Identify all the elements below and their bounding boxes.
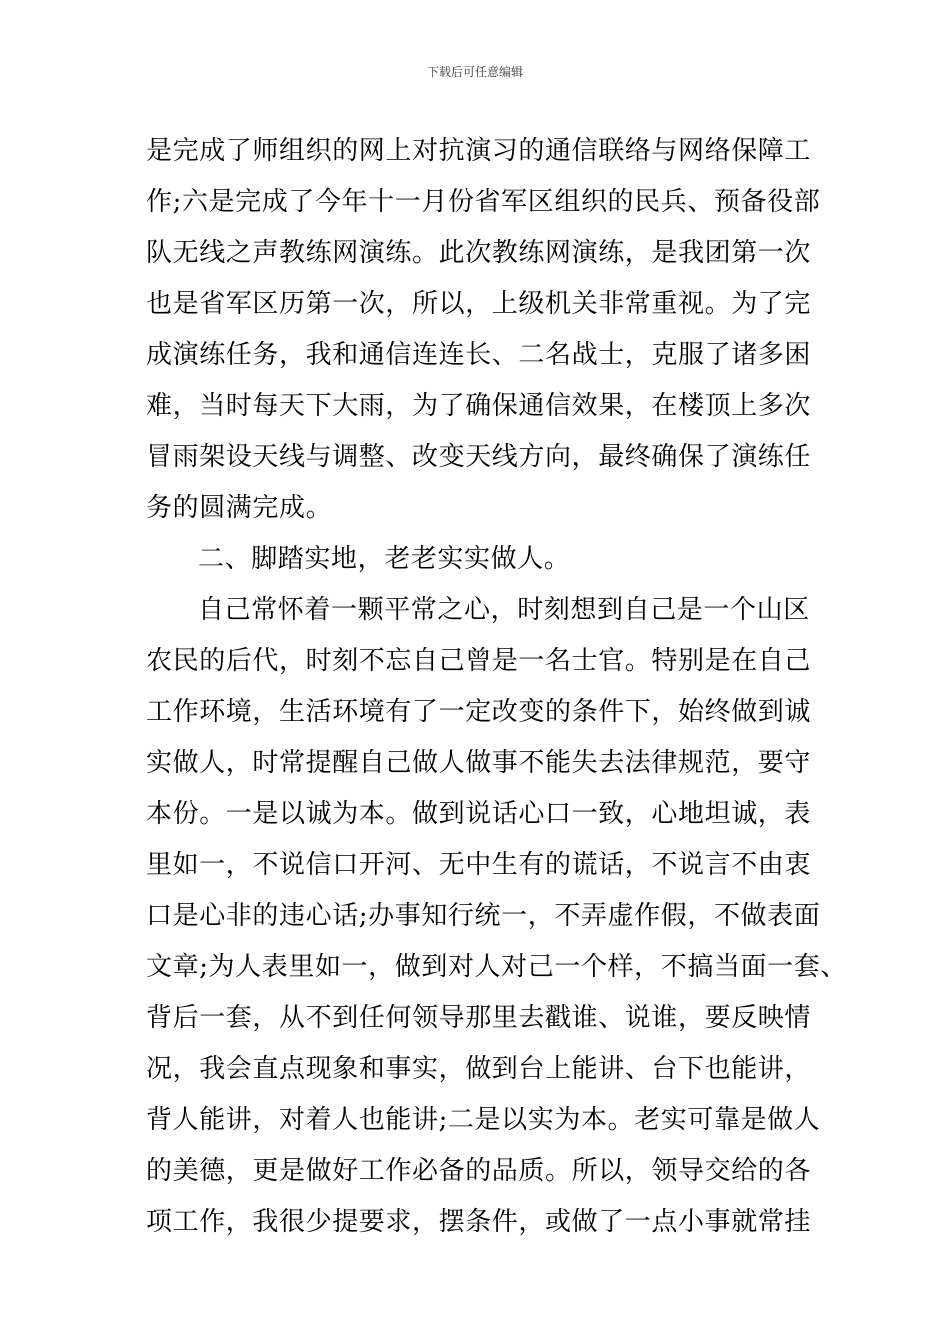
text-line: 作;六是完成了今年十一月份省军区组织的民兵、预备役部 bbox=[146, 187, 821, 217]
text-line: 务的圆满完成。 bbox=[146, 493, 333, 523]
text-line: 也是省军区历第一次，所以，上级机关非常重视。为了完 bbox=[146, 289, 812, 319]
text-line: 本份。一是以诚为本。做到说话心口一致，心地坦诚，表 bbox=[146, 799, 812, 829]
text-line: 实做人，时常提醒自己做人做事不能失去法律规范，要守 bbox=[146, 748, 812, 778]
text-line: 难，当时每天下大雨，为了确保通信效果，在楼顶上多次 bbox=[146, 391, 812, 421]
section-heading: 二、脚踏实地，老老实实做人。 bbox=[198, 544, 571, 574]
text-line: 农民的后代，时刻不忘自己曾是一名士官。特别是在自己 bbox=[146, 646, 812, 676]
text-line: 背人能讲，对着人也能讲;二是以实为本。老实可靠是做人 bbox=[146, 1105, 821, 1135]
text-line: 里如一，不说信口开河、无中生有的谎话，不说言不由衷 bbox=[146, 850, 812, 880]
document-body bbox=[146, 126, 847, 1248]
text-line: 项工作，我很少提要求，摆条件，或做了一点小事就常挂 bbox=[146, 1207, 812, 1237]
text-line: 文章;为人表里如一，做到对人对己一个样，不搞当面一套、 bbox=[146, 952, 847, 982]
text-line: 是完成了师组织的网上对抗演习的通信联络与网络保障工 bbox=[146, 136, 812, 166]
text-line: 工作环境，生活环境有了一定改变的条件下，始终做到诚 bbox=[146, 697, 812, 727]
text-line: 冒雨架设天线与调整、改变天线方向，最终确保了演练任 bbox=[146, 442, 812, 472]
paragraph-start-line: 自己常怀着一颗平常之心，时刻想到自己是一个山区 bbox=[198, 595, 810, 625]
text-line: 队无线之声教练网演练。此次教练网演练，是我团第一次 bbox=[146, 238, 812, 268]
text-line: 背后一套，从不到任何领导那里去戳谁、说谁，要反映情 bbox=[146, 1003, 812, 1033]
text-line: 口是心非的违心话;办事知行统一，不弄虚作假，不做表面 bbox=[146, 901, 821, 931]
page-header: 下载后可任意编辑 bbox=[426, 65, 523, 79]
text-line: 成演练任务，我和通信连连长、二名战士，克服了诸多困 bbox=[146, 340, 812, 370]
text-line: 的美德，更是做好工作必备的品质。所以，领导交给的各 bbox=[146, 1156, 812, 1186]
text-line: 况，我会直点现象和事实，做到台上能讲、台下也能讲， bbox=[146, 1054, 812, 1084]
